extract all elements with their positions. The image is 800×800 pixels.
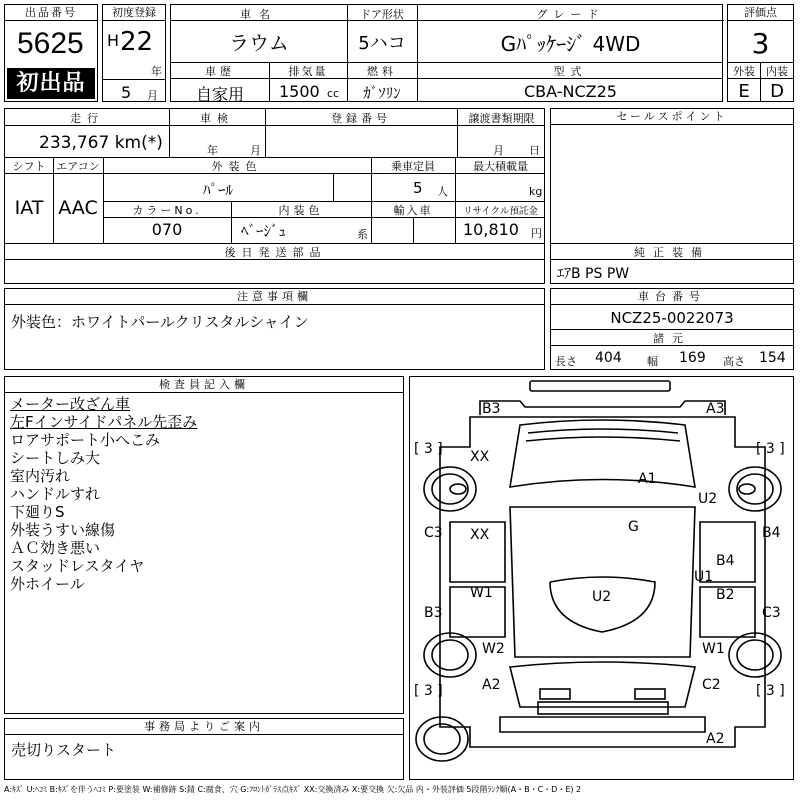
recycle-label: リサイクル預託金 [463, 206, 538, 217]
car-name-label: 車名 [240, 8, 278, 21]
sales-point-box [550, 108, 794, 284]
interior-label: 内装 [766, 65, 788, 78]
ext-color: ﾊﾟｰﾙ [202, 181, 233, 199]
exterior-grade: E [738, 81, 750, 102]
color-no: 070 [151, 220, 183, 239]
mileage-label: 走行 [70, 112, 104, 125]
recycle-fee: 10,810 [463, 220, 519, 239]
transfer-month-unit: 月 [493, 144, 504, 157]
int-color-unit: 系 [357, 228, 368, 241]
lot-box [4, 4, 98, 102]
tire-depth-left-front: [ 3 ] [414, 441, 443, 457]
car-name: ラウム [229, 31, 289, 55]
fuel: ｶﾞｿﾘﾝ [363, 84, 401, 102]
inspector-note: メーター改ざん車 [10, 395, 131, 413]
int-color: ﾍﾞｰｼﾞｭ [241, 222, 287, 240]
int-color-label: 内装色 [278, 204, 324, 217]
top-info-box [170, 4, 723, 102]
inspector-note: シートしみ大 [10, 449, 101, 467]
inspector-note: 外装うすい線傷 [10, 521, 116, 539]
first-listing-badge: 初出品 [7, 68, 95, 99]
reg-year: 22 [120, 27, 154, 57]
history-label: 車歴 [205, 65, 235, 78]
notes-box [4, 288, 545, 370]
fuel-label: 燃料 [367, 65, 397, 78]
width-label: 幅 [647, 355, 658, 368]
insp-year-unit: 年 [207, 144, 218, 157]
transfer-label: 譲渡書類期限 [468, 112, 535, 125]
lot-label: 出品番号 [5, 5, 97, 21]
office-label: 事務局よりご案内 [5, 719, 403, 735]
damage-mark: A2 [706, 731, 725, 747]
inspector-note: 左Fインサイドパネル先歪み [10, 413, 198, 431]
inspector-note: 室内汚れ [10, 467, 71, 485]
inspector-note: スタッドレスタイヤ [10, 557, 145, 575]
height-label: 高さ [723, 355, 745, 368]
max-load-label: 最大積載量 [473, 160, 528, 173]
max-load-unit: kg [529, 185, 543, 198]
inspection-label: 車検 [200, 112, 234, 125]
notes-label: 注意事項欄 [5, 289, 544, 305]
length-label: 長さ [555, 355, 577, 368]
damage-mark: B4 [762, 525, 781, 541]
damage-mark: B3 [424, 605, 443, 621]
damage-mark: W1 [470, 585, 493, 601]
equipment: ｴｱB PS PW [557, 266, 630, 282]
insp-month-unit: 月 [250, 144, 261, 157]
vehicle-detail-box [4, 108, 545, 284]
sales-point-label: セールスポイント [551, 109, 793, 125]
specs-label: 諸元 [653, 332, 691, 345]
era: H [107, 31, 120, 50]
damage-mark: A2 [482, 677, 501, 693]
damage-mark: G [628, 519, 639, 535]
car-outline [410, 377, 795, 781]
history: 自家用 [195, 85, 244, 104]
tire-depth-left-rear: [ 3 ] [414, 683, 443, 699]
score-box [727, 4, 794, 102]
month-unit: 月 [147, 89, 158, 102]
inspector-note: 下廻りS [10, 503, 65, 521]
damage-mark: W1 [702, 641, 725, 657]
model-code: CBA-NCZ25 [524, 82, 617, 101]
reg-no-label: 登録番号 [331, 112, 391, 125]
recycle-unit: 円 [531, 227, 542, 240]
legend: A:ｷｽﾞ U:ﾍｺﾐ B:ｷｽﾞを伴うﾍｺﾐ P:要塗装 W:補修跡 S:錆 C:腐食、穴 G:ﾌﾛﾝﾄｶﾞﾗｽ点ｷｽﾞ XX:交換済み X:要交換 欠:欠品 内・外装評価 5段階ﾗﾝｸ順(A・B・C・D・E) 2 [4, 785, 582, 794]
first-reg-label: 初度登録 [103, 5, 165, 21]
model-label: 型式 [553, 65, 588, 78]
first-registration-box [102, 4, 166, 102]
height: 154 [759, 350, 786, 366]
chassis-box [550, 288, 794, 370]
displacement-label: 排気量 [288, 65, 328, 78]
damage-mark: XX [470, 449, 490, 465]
inspector-note: ハンドルすれ [10, 485, 101, 503]
damage-mark: W2 [482, 641, 505, 657]
damage-mark: U1 [694, 569, 714, 585]
car-diagram [409, 376, 794, 780]
score: 3 [751, 27, 770, 60]
grade-label: グレード [536, 8, 605, 21]
import-label: 輸入車 [393, 204, 433, 217]
damage-mark: C3 [424, 525, 443, 541]
displacement: 1500 [279, 82, 320, 101]
tire-depth-right-rear: [ 3 ] [756, 683, 785, 699]
shift: IAT [14, 197, 44, 219]
grade: Gﾊﾟｯｹｰｼﾞ 4WD [500, 32, 641, 56]
aircon: AAC [58, 197, 98, 219]
aircon-label: エアコン [56, 160, 100, 173]
later-parts-label: 後日発送部品 [224, 246, 327, 259]
inspector-note: 外ホイール [10, 575, 85, 593]
damage-mark: U2 [592, 589, 612, 605]
exterior-label: 外装 [733, 65, 755, 78]
damage-mark: B4 [716, 553, 735, 569]
score-label: 評価点 [728, 5, 793, 21]
door-label: ドア形状 [360, 8, 404, 21]
inspector-note: ＡＣ効き悪い [10, 539, 101, 557]
inspector-label: 検査員記入欄 [5, 377, 403, 393]
damage-mark: B2 [716, 587, 735, 603]
damage-mark: A3 [706, 401, 725, 417]
notes-text: 外装色：ホワイトパールクリスタルシャイン [11, 313, 309, 331]
office-text: 売切りスタート [11, 741, 117, 759]
lot-number: 5625 [17, 27, 84, 60]
equipment-label: 純正装備 [634, 246, 710, 259]
office-box [4, 718, 404, 780]
mileage: 233,767 km(*) [39, 133, 163, 153]
width: 169 [679, 350, 706, 366]
door-type: 5ハコ [358, 33, 406, 54]
capacity-unit: 人 [437, 185, 448, 198]
damage-mark: A1 [638, 471, 657, 487]
capacity: 5 [413, 179, 423, 197]
damage-mark: C2 [702, 677, 721, 693]
interior-grade: D [770, 81, 784, 102]
year-unit: 年 [151, 65, 162, 78]
ext-color-label: 外装色 [211, 160, 263, 173]
damage-mark: C3 [762, 605, 781, 621]
transfer-day-unit: 日 [529, 144, 540, 157]
shift-label: シフト [12, 160, 46, 173]
damage-mark: B3 [482, 401, 501, 417]
length: 404 [595, 350, 622, 366]
displacement-unit: cc [327, 87, 340, 100]
reg-month: 5 [121, 83, 132, 102]
chassis-label: 車台番号 [551, 289, 793, 305]
inspector-notes [10, 395, 197, 593]
damage-mark: XX [470, 527, 490, 543]
chassis-number: NCZ25-0022073 [610, 309, 734, 327]
tire-depth-right-front: [ 3 ] [756, 441, 785, 457]
damage-mark: U2 [698, 491, 718, 507]
capacity-label: 乗車定員 [391, 160, 435, 173]
inspector-note: ロアサポート小へこみ [10, 431, 161, 449]
color-no-label: カラーNo. [132, 204, 202, 217]
